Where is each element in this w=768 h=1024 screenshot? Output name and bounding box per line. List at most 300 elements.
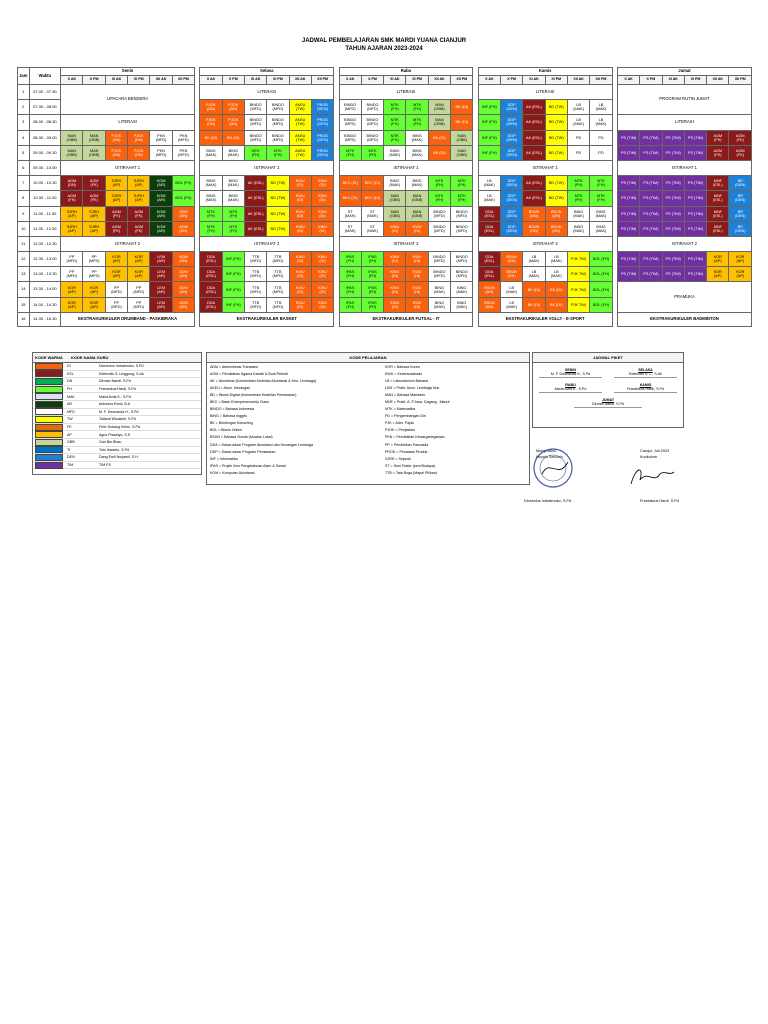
lesson-cell: LEM (AR) bbox=[150, 252, 172, 267]
lesson-cell: BING (MAK) bbox=[567, 221, 589, 236]
lesson-cell: BK (DI) bbox=[200, 130, 222, 145]
color-swatch bbox=[35, 378, 63, 385]
period-number: 6 bbox=[18, 160, 30, 175]
lesson-cell: BSUN (DN) bbox=[545, 221, 567, 236]
period-time: 08.30 - 09.00 bbox=[29, 130, 61, 145]
lesson-cell: KWU (DI) bbox=[384, 221, 406, 236]
class-header: XII AK bbox=[150, 76, 172, 85]
signature-right bbox=[640, 448, 740, 503]
lesson-cell: PS (TIM) bbox=[662, 252, 684, 267]
school-stamp-icon bbox=[528, 444, 578, 488]
lesson-cell: BSUN (DN) bbox=[523, 206, 545, 221]
lesson-cell: KOR (AP) bbox=[729, 252, 752, 267]
period-time: 11.00 - 11.30 bbox=[29, 206, 61, 221]
lesson-cell: DDA (ESL) bbox=[478, 252, 500, 267]
lesson-cell: PJK TW) bbox=[567, 252, 589, 267]
lesson-cell: PS (TIM) bbox=[617, 130, 639, 145]
lesson-cell: BD (TW) bbox=[545, 100, 567, 115]
lesson-cell: DDP (DEN) bbox=[501, 191, 523, 206]
lesson-cell: PS (TIM) bbox=[640, 145, 662, 160]
lesson-cell: AGM (FK) bbox=[128, 206, 150, 221]
lesson-cell: ADM (DN) bbox=[172, 282, 194, 297]
lesson-cell: PS (TIM) bbox=[684, 191, 706, 206]
class-header: XII AK bbox=[567, 76, 589, 85]
lesson-cell: PROD (DEN) bbox=[311, 130, 333, 145]
lesson-cell: PS (TIM) bbox=[662, 130, 684, 145]
schedule-block: ISTIRAHAT 1 bbox=[617, 160, 751, 175]
lesson-cell: MNF (ESL) bbox=[707, 191, 729, 206]
class-header: X AK bbox=[478, 76, 500, 85]
class-header: XI AK bbox=[384, 76, 406, 85]
teacher-name: Toto Iswanto, S.Pd bbox=[99, 447, 129, 452]
period-number: 14 bbox=[18, 282, 30, 297]
lesson-cell: BING (MAK) bbox=[222, 191, 244, 206]
lesson-cell: SJRH (AP) bbox=[128, 191, 150, 206]
lesson-cell: IPAS (FH) bbox=[339, 282, 361, 297]
lesson-cell: IPAS (FH) bbox=[361, 267, 383, 282]
lesson-cell: KOR (AP) bbox=[105, 252, 127, 267]
schedule-block: ISTIRAHAT 1 bbox=[339, 160, 473, 175]
lesson-cell: BINDO (MFD) bbox=[361, 100, 383, 115]
subject-codes-head: KODE PELAJARAN bbox=[207, 353, 529, 363]
lesson-cell: DDP (DEN) bbox=[501, 100, 523, 115]
lesson-cell: BD (TW) bbox=[545, 191, 567, 206]
color-swatch bbox=[35, 439, 63, 446]
lesson-cell: LB (MAK) bbox=[501, 297, 523, 312]
lesson-cell: BSUN (DN) bbox=[501, 267, 523, 282]
picket-day: SELASA bbox=[638, 368, 653, 372]
teacher-name: Agus Prasetyo, S.S bbox=[99, 432, 131, 437]
lesson-cell: KWU (DI) bbox=[289, 176, 311, 191]
class-header: XI PM bbox=[406, 76, 428, 85]
lesson-cell: MTK (FH) bbox=[567, 191, 589, 206]
subject-code-entry: MTK = Matematika bbox=[385, 407, 416, 412]
lesson-cell: DDP (DEN) bbox=[501, 176, 523, 191]
lesson-cell: AGM (FK) bbox=[61, 191, 83, 206]
lesson-cell: PS (TIM) bbox=[617, 145, 639, 160]
lesson-cell: PP (MFD) bbox=[105, 282, 127, 297]
teacher-code: MFD bbox=[67, 409, 75, 414]
lesson-cell: TTB (MFD) bbox=[244, 297, 266, 312]
subject-code-entry: PP = Pendidikan Pancasila bbox=[385, 442, 429, 447]
period-number: 12 bbox=[18, 252, 30, 267]
subject-code-entry: AKEU = Akun. Keuangan bbox=[210, 386, 251, 391]
lesson-cell: KWU (DI) bbox=[289, 206, 311, 221]
schedule-block: PROGRAM RUTIN JUMAT bbox=[617, 85, 751, 115]
class-header: X PM bbox=[222, 76, 244, 85]
sign-right-place: Cianjur, Juli 2023 bbox=[640, 449, 670, 453]
lesson-cell: MAN (GBB) bbox=[406, 191, 428, 206]
lesson-cell: MAN (GBB) bbox=[384, 206, 406, 221]
lesson-cell: LEM (AR) bbox=[150, 297, 172, 312]
lesson-cell: SJRH (AP) bbox=[105, 176, 127, 191]
lesson-cell: BD (TW) bbox=[267, 206, 289, 221]
subject-code-entry: BK = Bimbingan Konseling bbox=[210, 421, 253, 426]
lesson-cell: BINDO (MFD) bbox=[451, 252, 473, 267]
lesson-cell: DDA (ESL) bbox=[478, 267, 500, 282]
lesson-cell: TTB (MFD) bbox=[267, 267, 289, 282]
lesson-cell: IPAS (FH) bbox=[339, 252, 361, 267]
lesson-cell: MTK (FH) bbox=[567, 176, 589, 191]
signature-left bbox=[524, 448, 616, 503]
subject-code-entry: LB = Laboratorium Bahasa bbox=[385, 379, 428, 384]
lesson-cell: KWU (DI) bbox=[289, 191, 311, 206]
lesson-cell: MTK (FH) bbox=[361, 145, 383, 160]
lesson-cell: BINDO (MFD) bbox=[244, 130, 266, 145]
period-time: 09.00 - 09.30 bbox=[29, 145, 61, 160]
lesson-cell: BING (MAK) bbox=[590, 221, 612, 236]
lesson-cell: BING (MAK) bbox=[406, 176, 428, 191]
lesson-cell: BOL (FH) bbox=[172, 176, 194, 191]
picket-head: JADWAL PIKET bbox=[533, 353, 683, 363]
lesson-cell: KOM (AR) bbox=[150, 176, 172, 191]
lesson-cell: KWU (DI) bbox=[289, 282, 311, 297]
period-number: 4 bbox=[18, 130, 30, 145]
lesson-cell: DDA (ESL) bbox=[200, 297, 222, 312]
schedule-block: ISTIRAHAT 2 bbox=[339, 236, 473, 251]
lesson-cell: PS (TIM) bbox=[662, 221, 684, 236]
lesson-cell: AKEU (TW) bbox=[289, 115, 311, 130]
lesson-cell: MAN (GBB) bbox=[61, 130, 83, 145]
lesson-cell: TTB (MFD) bbox=[244, 282, 266, 297]
lesson-cell: PS (TIM) bbox=[617, 176, 639, 191]
lesson-cell: KWU (DI) bbox=[406, 267, 428, 282]
lesson-cell: PROD (DEN) bbox=[311, 145, 333, 160]
lesson-cell: BD (TW) bbox=[545, 130, 567, 145]
teacher-code: MAK bbox=[67, 394, 75, 399]
period-time: 14.30 - 16.30 bbox=[29, 312, 61, 326]
period-number: 3 bbox=[18, 115, 30, 130]
legend-row bbox=[33, 462, 201, 470]
lesson-cell: MTK (FH) bbox=[406, 115, 428, 130]
lesson-cell: BINDO (MFD) bbox=[267, 115, 289, 130]
lesson-cell: BD (TW) bbox=[545, 145, 567, 160]
lesson-cell: KWU (DI) bbox=[311, 191, 333, 206]
lesson-cell: BING (MAK) bbox=[567, 206, 589, 221]
subject-code-entry: PJK = Adm. Pajak bbox=[385, 421, 414, 426]
lesson-cell: BINDO (MFD) bbox=[361, 115, 383, 130]
lesson-cell: KOR (AP) bbox=[707, 252, 729, 267]
lesson-cell: INF (FH) bbox=[478, 115, 500, 130]
lesson-cell: KOR (AP) bbox=[83, 282, 105, 297]
lesson-cell: BSUN (DN) bbox=[501, 252, 523, 267]
lesson-cell: BEC (DI) bbox=[339, 176, 361, 191]
period-time: 13.30 - 14.00 bbox=[29, 282, 61, 297]
teacher-name: Dirman Naedi, S.Pd bbox=[99, 379, 131, 384]
lesson-cell: KOR (AP) bbox=[105, 267, 127, 282]
lesson-cell: AGM (DN) bbox=[61, 176, 83, 191]
lesson-cell: LB (MAK) bbox=[501, 282, 523, 297]
lesson-cell: IPAS (FH) bbox=[361, 297, 383, 312]
color-swatch bbox=[35, 431, 63, 438]
lesson-cell: BD (TW) bbox=[545, 176, 567, 191]
lesson-cell: BSUN (DN) bbox=[545, 206, 567, 221]
lesson-cell: BEC (DI) bbox=[361, 191, 383, 206]
schedule-block: EKSTRAKURIKULER VOLLY - E-SPORT bbox=[478, 312, 612, 326]
period-number: 11 bbox=[18, 236, 30, 251]
subject-code-entry: MAN = Bahasa Mandarin bbox=[385, 393, 426, 398]
period-time: 14.00 - 14.30 bbox=[29, 297, 61, 312]
lesson-cell: INF (FH) bbox=[222, 252, 244, 267]
lesson-cell: PS (TIM) bbox=[684, 252, 706, 267]
picket-schedule bbox=[532, 352, 684, 428]
lesson-cell: AGM (FK) bbox=[707, 145, 729, 160]
color-swatch bbox=[35, 454, 63, 461]
lesson-cell: SJRH (AP) bbox=[105, 191, 127, 206]
lesson-cell: BINDO (MFD) bbox=[339, 115, 361, 130]
lesson-cell: KWU (DI) bbox=[311, 267, 333, 282]
subject-code-entry: PKN = Pendidikan Kewarganegaraan bbox=[385, 435, 445, 440]
schedule-row bbox=[18, 160, 752, 175]
subject-code-entry: BSUN = Bahasa Sunda (Muatan Lokal) bbox=[210, 435, 273, 440]
lesson-cell: PS (TIM) bbox=[640, 206, 662, 221]
schedule-block: LITERASI bbox=[478, 85, 612, 100]
lesson-cell: BSUN (DN) bbox=[523, 221, 545, 236]
lesson-cell: LB (MAK) bbox=[545, 267, 567, 282]
lesson-cell: BING (MAK) bbox=[200, 176, 222, 191]
schedule-block: LITERASI bbox=[61, 115, 195, 130]
lesson-cell: MAN (GBB) bbox=[61, 145, 83, 160]
lesson-cell: PJOK (DN) bbox=[222, 115, 244, 130]
lesson-cell: ST (MAK) bbox=[339, 221, 361, 236]
lesson-cell: KWU (DI) bbox=[289, 252, 311, 267]
lesson-cell: KOR (AP) bbox=[83, 297, 105, 312]
lesson-cell: PJK TW) bbox=[567, 282, 589, 297]
lesson-cell: ST (MAK) bbox=[339, 206, 361, 221]
lesson-cell: BINDO (MFD) bbox=[244, 100, 266, 115]
lesson-cell: PD bbox=[590, 145, 612, 160]
teacher-name: Dang Emil Nurjamil, S.H bbox=[99, 455, 138, 460]
lesson-cell: BK (DI) bbox=[222, 130, 244, 145]
doc-subtitle: TAHUN AJARAN 2023-2024 bbox=[345, 46, 423, 52]
lesson-cell: AK (ESL) bbox=[523, 100, 545, 115]
lesson-cell: PS (TIM) bbox=[684, 130, 706, 145]
schedule-row bbox=[18, 130, 752, 145]
lesson-cell: KWU (DI) bbox=[311, 297, 333, 312]
lesson-cell: MTK (FH) bbox=[384, 115, 406, 130]
lesson-cell: BD (TW) bbox=[267, 191, 289, 206]
lesson-cell: PD bbox=[590, 130, 612, 145]
teacher-name: Dionesius Indratmoko, S.Pd bbox=[99, 364, 144, 369]
class-header: X AK bbox=[339, 76, 361, 85]
lesson-cell: MTK (FH) bbox=[200, 221, 222, 236]
schedule-block: EKSTRAKURIKULER FUTSAL - IT bbox=[339, 312, 473, 326]
lesson-cell: BSUN (DN) bbox=[478, 297, 500, 312]
subject-code-entry: KOR = Bahasa Korea bbox=[385, 365, 420, 369]
lesson-cell: PS (TIM) bbox=[662, 176, 684, 191]
period-time: 08.00 - 08.30 bbox=[29, 115, 61, 130]
lesson-cell: LB (MAK) bbox=[590, 100, 612, 115]
lesson-cell: PS (TIM) bbox=[640, 252, 662, 267]
schedule-row bbox=[18, 236, 752, 251]
teacher-name: M. F. Desnanda H., S.Pd bbox=[99, 409, 139, 414]
lesson-cell: DDA (ESL) bbox=[200, 267, 222, 282]
lesson-cell: LB (MAK) bbox=[523, 252, 545, 267]
subject-code-entry: BOL = Bisnis Online bbox=[210, 428, 243, 433]
teacher-code: TW bbox=[67, 417, 73, 422]
lesson-cell: PS (TIM) bbox=[684, 221, 706, 236]
lesson-cell: PS (TIM) bbox=[684, 176, 706, 191]
lesson-cell: BSUN (DN) bbox=[478, 282, 500, 297]
lesson-cell: LB (MAK) bbox=[478, 176, 500, 191]
lesson-cell: AK (ESL) bbox=[244, 191, 266, 206]
lesson-cell: PS (TIM) bbox=[617, 191, 639, 206]
lesson-cell: PJOK (DN) bbox=[200, 100, 222, 115]
lesson-cell: PROD (DEN) bbox=[311, 100, 333, 115]
color-legend bbox=[32, 352, 202, 475]
lesson-cell: DDA (ESL) bbox=[478, 206, 500, 221]
lesson-cell: AK (ESL) bbox=[244, 221, 266, 236]
sign-right-name: Fransiskus Hardi, S.Pd bbox=[640, 499, 679, 503]
schedule-block: ISTIRAHAT 2 bbox=[200, 236, 334, 251]
lesson-cell: PKN (MFD) bbox=[150, 130, 172, 145]
lesson-cell: BING (MAK) bbox=[428, 297, 450, 312]
lesson-cell: BINDO (MFD) bbox=[267, 130, 289, 145]
lesson-cell: AK (ESL) bbox=[523, 115, 545, 130]
lesson-cell: DDA (ESL) bbox=[200, 252, 222, 267]
class-header: XI AK bbox=[244, 76, 266, 85]
lesson-cell: INF (FH) bbox=[478, 130, 500, 145]
lesson-cell: PJOK (DN) bbox=[222, 100, 244, 115]
schedule-block: ISTIRAHAT 1 bbox=[61, 160, 195, 175]
lesson-cell: INF (FH) bbox=[222, 267, 244, 282]
lesson-cell: MTK (FH) bbox=[451, 191, 473, 206]
schedule-block: LITERASI bbox=[617, 115, 751, 130]
lesson-cell: BING (MAK) bbox=[384, 145, 406, 160]
lesson-cell: AKEU (TW) bbox=[289, 145, 311, 160]
color-swatch bbox=[35, 401, 63, 408]
lesson-cell: BK (DI) bbox=[545, 282, 567, 297]
teacher-code: TI bbox=[67, 447, 71, 452]
lesson-cell: PP (MFD) bbox=[105, 297, 127, 312]
lesson-cell: KOM (AR) bbox=[150, 191, 172, 206]
teacher-code: DN bbox=[67, 379, 73, 384]
lesson-cell: ADM (DN) bbox=[172, 252, 194, 267]
teacher-code: FK bbox=[67, 425, 72, 430]
signature-icon bbox=[626, 462, 676, 492]
teacher-name: Gan Bie Bhau bbox=[99, 440, 122, 445]
subject-code-entry: ST = Seni Teater (seni Budaya) bbox=[385, 463, 435, 468]
lesson-cell: LB (MAK) bbox=[545, 252, 567, 267]
lesson-cell: BINDO (MFD) bbox=[267, 100, 289, 115]
period-time: 10.30 - 11.00 bbox=[29, 191, 61, 206]
lesson-cell: LB (MAK) bbox=[567, 115, 589, 130]
lesson-cell: BK (DI) bbox=[451, 100, 473, 115]
lesson-cell: AGM (FK) bbox=[105, 221, 127, 236]
lesson-cell: BK (DI) bbox=[428, 130, 450, 145]
lesson-cell: MAN (GBB) bbox=[83, 130, 105, 145]
lesson-cell: PKN (MFD) bbox=[172, 130, 194, 145]
lesson-cell: BD (TW) bbox=[545, 115, 567, 130]
schedule-block: EKSTRAKURIKULER BASKET bbox=[200, 312, 334, 326]
color-swatch bbox=[35, 462, 63, 469]
lesson-cell: BINDO (MFD) bbox=[339, 100, 361, 115]
lesson-cell: PROD (DEN) bbox=[311, 115, 333, 130]
picket-teacher: Maria Avila K., S.Pd bbox=[539, 387, 602, 393]
lesson-cell: KWU (DI) bbox=[289, 297, 311, 312]
class-header: XII PM bbox=[451, 76, 473, 85]
lesson-cell: PS (TIM) bbox=[617, 206, 639, 221]
lesson-cell: BD (TW) bbox=[267, 221, 289, 236]
teacher-code: AR bbox=[67, 402, 72, 407]
subject-code-entry: MNF = Prakt. A. P.Jasa, Dagang , Manuf bbox=[385, 400, 450, 405]
lesson-cell: BR (DEN) bbox=[729, 206, 752, 221]
color-swatch bbox=[35, 424, 63, 431]
lesson-cell: MAN (GBB) bbox=[384, 191, 406, 206]
lesson-cell: SJRH (AP) bbox=[83, 221, 105, 236]
lesson-cell: PS (TIM) bbox=[640, 221, 662, 236]
lesson-cell: LEM (AR) bbox=[150, 282, 172, 297]
class-header: XI PM bbox=[684, 76, 706, 85]
schedule-block: LITERASI bbox=[200, 85, 334, 100]
lesson-cell: KWU (DI) bbox=[406, 221, 428, 236]
lesson-cell: BING (MAK) bbox=[428, 282, 450, 297]
lesson-cell: AGM (FK) bbox=[729, 145, 752, 160]
lesson-cell: AK (ESL) bbox=[244, 206, 266, 221]
lesson-cell: PS (TIM) bbox=[617, 221, 639, 236]
schedule-row bbox=[18, 282, 752, 297]
picket-teacher: Fransiskus Hardi, S.Pd bbox=[614, 387, 677, 393]
class-header: XI AK bbox=[105, 76, 127, 85]
schedule-row bbox=[18, 267, 752, 282]
lesson-cell: PS (TIM) bbox=[617, 252, 639, 267]
period-number: 16 bbox=[18, 312, 30, 326]
period-number: 5 bbox=[18, 145, 30, 160]
lesson-cell: IPAS (FH) bbox=[361, 282, 383, 297]
lesson-cell: AK (ESL) bbox=[244, 176, 266, 191]
lesson-cell: KWU (DI) bbox=[311, 176, 333, 191]
schedule-row bbox=[18, 145, 752, 160]
lesson-cell: KWU (DI) bbox=[384, 282, 406, 297]
period-number: 7 bbox=[18, 176, 30, 191]
lesson-cell: BING (MAK) bbox=[406, 145, 428, 160]
period-number: 8 bbox=[18, 191, 30, 206]
lesson-cell: BINDO (MFD) bbox=[428, 252, 450, 267]
lesson-cell: DDP (DEN) bbox=[501, 221, 523, 236]
lesson-cell: PS (TIM) bbox=[617, 267, 639, 282]
teacher-name: TIM PS bbox=[99, 463, 111, 468]
lesson-cell: KOM (AR) bbox=[150, 206, 172, 221]
lesson-cell: TTB (MFD) bbox=[267, 252, 289, 267]
lesson-cell: SJRH (AP) bbox=[83, 206, 105, 221]
lesson-cell: PS (TIM) bbox=[684, 145, 706, 160]
subject-code-entry: PD = Pengembangan Diri bbox=[385, 414, 426, 419]
lesson-cell: BING (MAK) bbox=[451, 282, 473, 297]
lesson-cell: PS (TIM) bbox=[640, 191, 662, 206]
lesson-cell: KWU (DI) bbox=[311, 282, 333, 297]
class-header: X AK bbox=[61, 76, 83, 85]
lesson-cell: AKEU (TW) bbox=[289, 130, 311, 145]
subject-code-entry: SJRH = Sejarah bbox=[385, 456, 411, 461]
lesson-cell: AK (ESL) bbox=[523, 145, 545, 160]
lesson-cell: BINDO (MFD) bbox=[339, 130, 361, 145]
header-waktu: Waktu bbox=[29, 68, 61, 85]
lesson-cell: MAN (GBB) bbox=[428, 115, 450, 130]
lesson-cell: MAN (GBB) bbox=[451, 130, 473, 145]
subject-code-entry: DDA = Dasar-dasar Program Akuntansi dan Keuangan Lembaga bbox=[210, 442, 313, 447]
lesson-cell: PS (TIM) bbox=[640, 176, 662, 191]
lesson-cell: KWU (DI) bbox=[384, 252, 406, 267]
lesson-cell: AK (ESL) bbox=[523, 130, 545, 145]
lesson-cell: BINDO (MFD) bbox=[428, 267, 450, 282]
subject-code-entry: ADM = Administrasi Transaksi bbox=[210, 365, 258, 369]
lesson-cell: TTB (MFD) bbox=[244, 252, 266, 267]
lesson-cell: MAN (GBB) bbox=[451, 145, 473, 160]
lesson-cell: LB (MAK) bbox=[523, 267, 545, 282]
schedule-block: LITERASI bbox=[339, 85, 473, 100]
lesson-cell: MTK (FH) bbox=[267, 145, 289, 160]
lesson-cell: LB (MAK) bbox=[590, 115, 612, 130]
